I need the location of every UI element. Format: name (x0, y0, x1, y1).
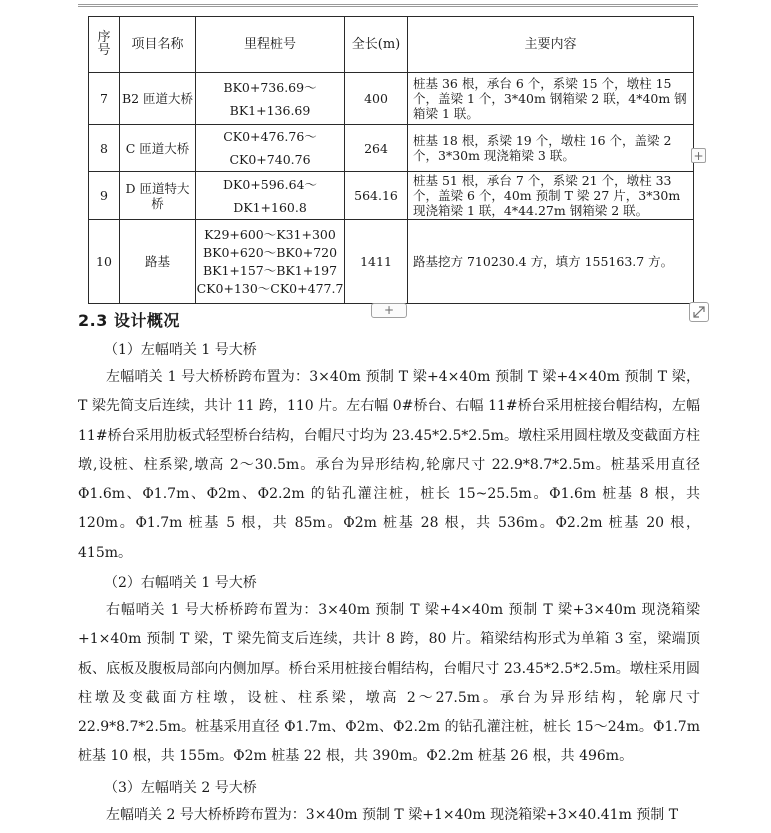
subsection-title: （2）右幅哨关 1 号大桥 (104, 575, 257, 591)
row-stake (196, 125, 345, 172)
row-name: B2 匝道大桥 (120, 73, 196, 125)
row-seq: 10 (89, 220, 120, 304)
header-stake: 里程桩号 (196, 17, 345, 73)
row-content: 路基挖方 710230.4 方，填方 155163.7 方。 (408, 220, 694, 304)
stake-line: BK0+736.69～ (223, 79, 317, 95)
row-stake (196, 220, 345, 304)
row-name: D 匝道特大桥 (120, 172, 196, 220)
paragraph: 右幅哨关 1 号大桥桥跨布置为：3×40m 预制 T 梁+4×40m 预制 T 梁+3×40m 现浇箱梁+1×40m 预制 T 梁，T 梁先简支后连续，共计 8 跨，80 片。箱梁结构形式为单箱 3 室，梁端顶板、底板及腹板局部向内侧加厚。桥台采用桩接台帽结构，台帽尺寸 23.45*2.5*2.5m。墩柱采用圆柱墩及变截面方柱墩，设桩、柱系梁，墩高 2～27.5m。承台为异形结构，轮廓尺寸 22.9*8.7*2.5m。桩基采用直径 Φ1.7m、Φ2m、Φ2.2m 的钻孔灌注桩，桩长 15～24m。Φ1.7m 桩基 10 根，共 155m。Φ2m 桩基 22 根，共 390m。Φ2.2m 桩基 26 根，共 496m。 (78, 602, 700, 765)
header-name: 项目名称 (120, 17, 196, 73)
stake-line: DK1+160.8 (233, 199, 307, 215)
stake-line: DK0+596.64～ (222, 176, 318, 192)
row-length: 264 (345, 125, 408, 172)
row-content: 桩基 36 根，承台 6 个，系梁 15 个，墩柱 15 个，盖梁 1 个，3*40m 钢箱梁 2 联，4*40m 钢箱梁 1 联。 (408, 73, 694, 125)
stake-line: CK0+130～CK0+477.7 (196, 280, 344, 296)
row-name: 路基 (120, 220, 196, 304)
header-rule (78, 4, 698, 7)
project-table (88, 16, 694, 304)
table-header-row (89, 17, 694, 73)
subsection-title: （1）左幅哨关 1 号大桥 (104, 342, 257, 358)
row-name: C 匝道大桥 (120, 125, 196, 172)
stake-line: BK1+136.69 (229, 102, 311, 118)
add-row-button[interactable]: + (371, 303, 407, 318)
row-seq: 8 (89, 125, 120, 172)
row-length: 400 (345, 73, 408, 125)
header-length: 全长(m) (345, 17, 408, 73)
table-resize-handle[interactable] (689, 302, 709, 322)
stake-line: CK0+740.76 (229, 152, 311, 167)
table-row (89, 172, 694, 220)
stake-line: BK0+620～BK0+720 (202, 244, 338, 260)
row-content: 桩基 51 根，承台 7 个，系梁 21 个，墩柱 33 个，盖梁 6 个，40m 预制 T 梁 27 片，3*30m 现浇箱梁 1 联，4*44.27m 钢箱梁 2 联。 (408, 172, 694, 220)
row-length: 1411 (345, 220, 408, 304)
paragraph: 左幅哨关 2 号大桥桥跨布置为：3×40m 预制 T 梁+1×40m 现浇箱梁+3×40.41m 预制 T (106, 807, 679, 823)
header-seq: 序号 (89, 17, 120, 73)
table-row (89, 220, 694, 304)
section-heading: 2.3 设计概况 (78, 311, 180, 330)
table-row (89, 125, 694, 172)
row-seq: 9 (89, 172, 120, 220)
header-content: 主要内容 (408, 17, 694, 73)
stake-line: CK0+476.76～ (223, 129, 317, 144)
paragraph: 左幅哨关 1 号大桥桥跨布置为：3×40m 预制 T 梁+4×40m 预制 T 梁+4×40m 预制 T 梁，T 梁先简支后连续，共计 11 跨，110 片。左右幅 0#桥台、右幅 11#桥台采用桩接台帽结构，左幅 11#桥台采用肋板式轻型桥台结构，台帽尺寸均为 23.45*2.5*2.5m。墩柱采用圆柱墩及变截面方柱墩,设桩、柱系梁,墩高 2～30.5m。承台为异形结构,轮廓尺寸 22.9*8.7*2.5m。桩基采用直径 Φ1.6m、Φ1.7m、Φ2m、Φ2.2m 的钻孔灌注桩，桩长 15~25.5m。Φ1.6m 桩基 8 根，共 120m。Φ1.7m 桩基 5 根，共 85m。Φ2m 桩基 28 根，共 536m。Φ2.2m 桩基 20 根，415m。 (78, 369, 700, 561)
stake-line: K29+600～K31+300 (204, 226, 336, 242)
resize-icon (690, 303, 708, 321)
row-content: 桩基 18 根，系梁 19 个，墩柱 16 个，盖梁 2 个，3*30m 现浇箱梁 3 联。 (408, 125, 694, 172)
row-length: 564.16 (345, 172, 408, 220)
subsection-title: （3）左幅哨关 2 号大桥 (104, 780, 257, 796)
row-stake (196, 73, 345, 125)
insert-column-button[interactable]: + (691, 148, 706, 163)
row-stake (196, 172, 345, 220)
table-row (89, 73, 694, 125)
row-seq: 7 (89, 73, 120, 125)
stake-line: BK1+157～BK1+197 (202, 262, 338, 278)
